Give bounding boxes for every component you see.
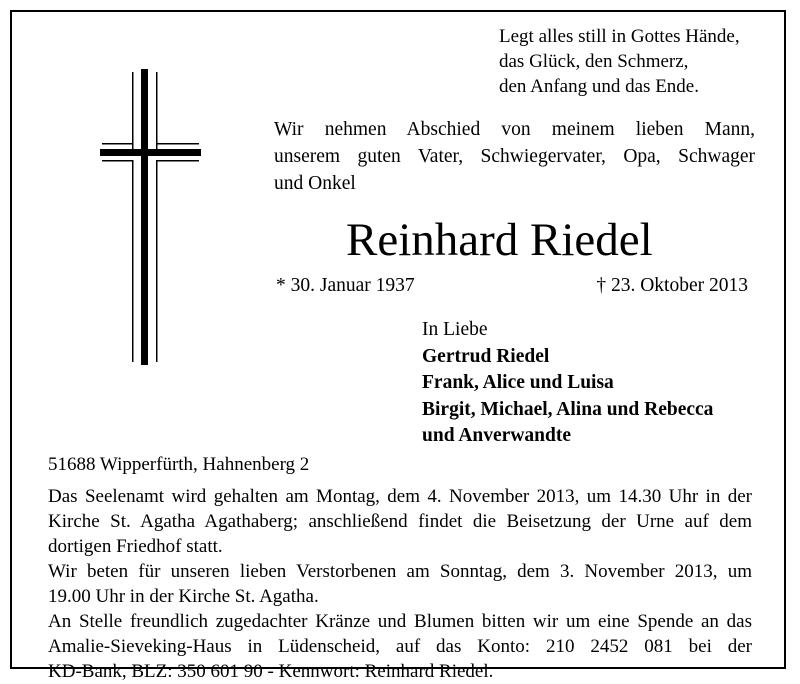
details-line: Das Seelenamt wird gehalten am Montag, dem 4. November 2013, um 14.30 Uhr in der	[48, 486, 752, 507]
cross-icon	[12, 12, 272, 372]
mourners-heading: In Liebe	[422, 319, 488, 340]
details-line: 19.00 Uhr in der Kirche St. Agatha.	[48, 586, 319, 607]
family-address: 51688 Wipperfürth, Hahnenberg 2	[48, 454, 310, 475]
mourner-name: und Anverwandte	[422, 425, 571, 446]
details-line: Kirche St. Agatha Agathaberg; anschließend findet die Beisetzung der Urne auf dem	[48, 511, 752, 532]
poem-line: das Glück, den Schmerz,	[499, 51, 689, 72]
details-line: Amalie-Sieveking-Haus in Lüdenscheid, auf das Konto: 210 2452 081 bei der	[48, 636, 752, 657]
poem-verse	[499, 24, 740, 99]
birth-date: * 30. Januar 1937	[276, 275, 415, 296]
obituary-notice	[10, 10, 786, 682]
farewell-line: Wir nehmen Abschied von meinem lieben Mann,	[274, 119, 755, 140]
poem-line: den Anfang und das Ende.	[499, 76, 699, 97]
service-details	[48, 484, 752, 684]
farewell-line: unserem guten Vater, Schwiegervater, Opa, Schwager	[274, 146, 755, 167]
death-date: † 23. Oktober 2013	[596, 275, 748, 296]
deceased-name: Reinhard Riedel	[346, 214, 653, 266]
details-line: dortigen Friedhof statt.	[48, 536, 223, 557]
details-line: Wir beten für unseren lieben Verstorbenen am Sonntag, dem 3. November 2013, um	[48, 561, 752, 582]
farewell-text	[274, 116, 755, 197]
mourners-block	[422, 317, 713, 450]
farewell-line: und Onkel	[274, 173, 356, 194]
mourner-name: Frank, Alice und Luisa	[422, 372, 614, 393]
details-line: KD-Bank, BLZ: 350 601 90 - Kennwort: Reinhard Riedel.	[48, 661, 494, 682]
mourner-name: Birgit, Michael, Alina und Rebecca	[422, 398, 714, 420]
poem-line: Legt alles still in Gottes Hände,	[499, 26, 740, 47]
mourner-name: Gertrud Riedel	[422, 345, 550, 367]
details-line: An Stelle freundlich zugedachter Kränze und Blumen bitten wir um eine Spende an das	[48, 611, 752, 632]
